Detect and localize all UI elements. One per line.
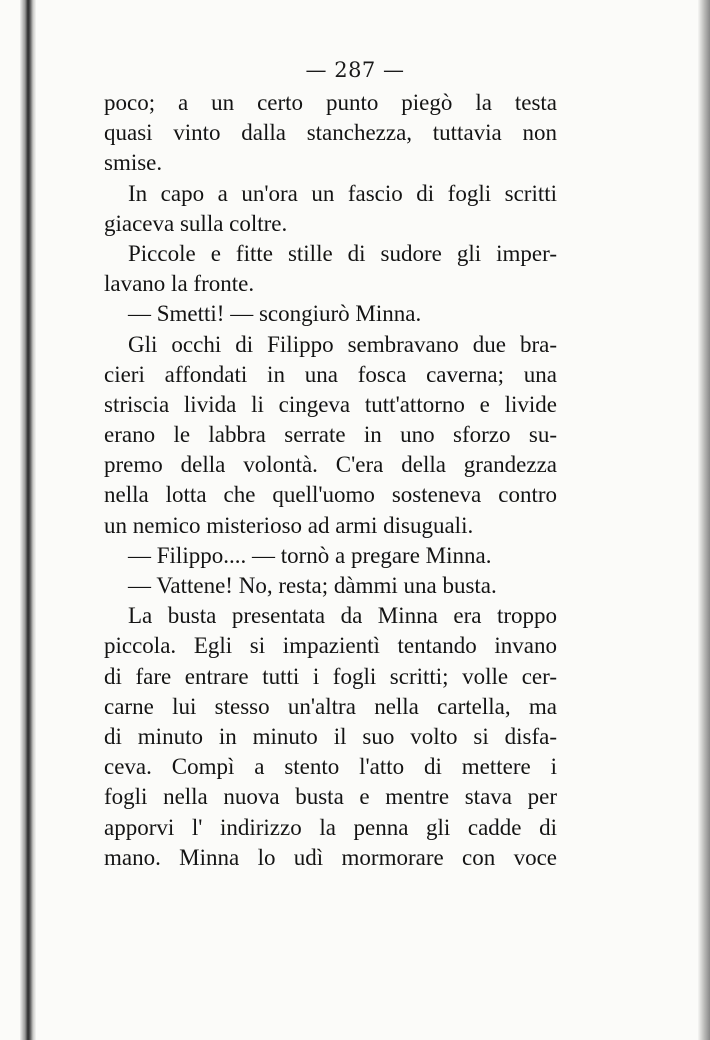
text-line: Gli occhi di Filippo sembravano due bra- xyxy=(128,331,557,357)
text-line: cieri affondati in una fosca caverna; una xyxy=(104,361,557,387)
text-line: — Vattene! No, resta; dàmmi una busta. xyxy=(128,573,497,598)
text-line: Piccole e fitte stille di sudore gli imper- xyxy=(128,240,557,266)
text-line: quasi vinto dalla stanchezza, tuttavia non xyxy=(104,120,557,146)
text-line: — Filippo.... — tornò a pregare Minna. xyxy=(128,542,492,568)
text-line: giaceva sulla coltre. xyxy=(104,210,288,236)
text-line: La busta presentata da Minna era troppo xyxy=(128,603,557,629)
text-line: fogli nella nuova busta e mentre stava per xyxy=(104,784,557,810)
text-line: smise. xyxy=(104,150,163,176)
text-line: apporvi l' indirizzo la penna gli cadde di xyxy=(104,814,557,840)
text-line: poco; a un certo punto piegò la testa xyxy=(104,90,557,115)
text-line: di fare entrare tutti i fogli scritti; volle cer- xyxy=(104,663,557,689)
text-line: un nemico misterioso ad armi disuguali. xyxy=(104,512,474,538)
text-line: ceva. Compì a stento l'atto di mettere i xyxy=(104,754,557,780)
page-right-edge xyxy=(698,0,710,1040)
text-line: In capo a un'ora un fascio di fogli scritti xyxy=(128,180,557,206)
text-line: erano le labbra serrate in uno sforzo su- xyxy=(104,422,557,448)
text-line: mano. Minna lo udì mormorare con voce xyxy=(104,844,557,870)
text-line: carne lui stesso un'altra nella cartella, ma xyxy=(104,693,557,719)
text-line: di minuto in minuto il suo volto si disfa- xyxy=(104,723,557,749)
text-line: lavano la fronte. xyxy=(104,271,255,297)
text-line: piccola. Egli si impazientì tentando invano xyxy=(104,633,557,659)
body-text xyxy=(104,88,557,873)
text-line: — Smetti! — scongiurò Minna. xyxy=(128,301,422,327)
text-line: premo della volontà. C'era della grandezza xyxy=(104,452,557,478)
text-line: striscia livida li cingeva tutt'attorno e livide xyxy=(104,391,557,417)
text-line: nella lotta che quell'uomo sosteneva contro xyxy=(104,482,557,508)
binding-edge xyxy=(20,0,36,1040)
page-number: — 287 — xyxy=(305,58,405,82)
